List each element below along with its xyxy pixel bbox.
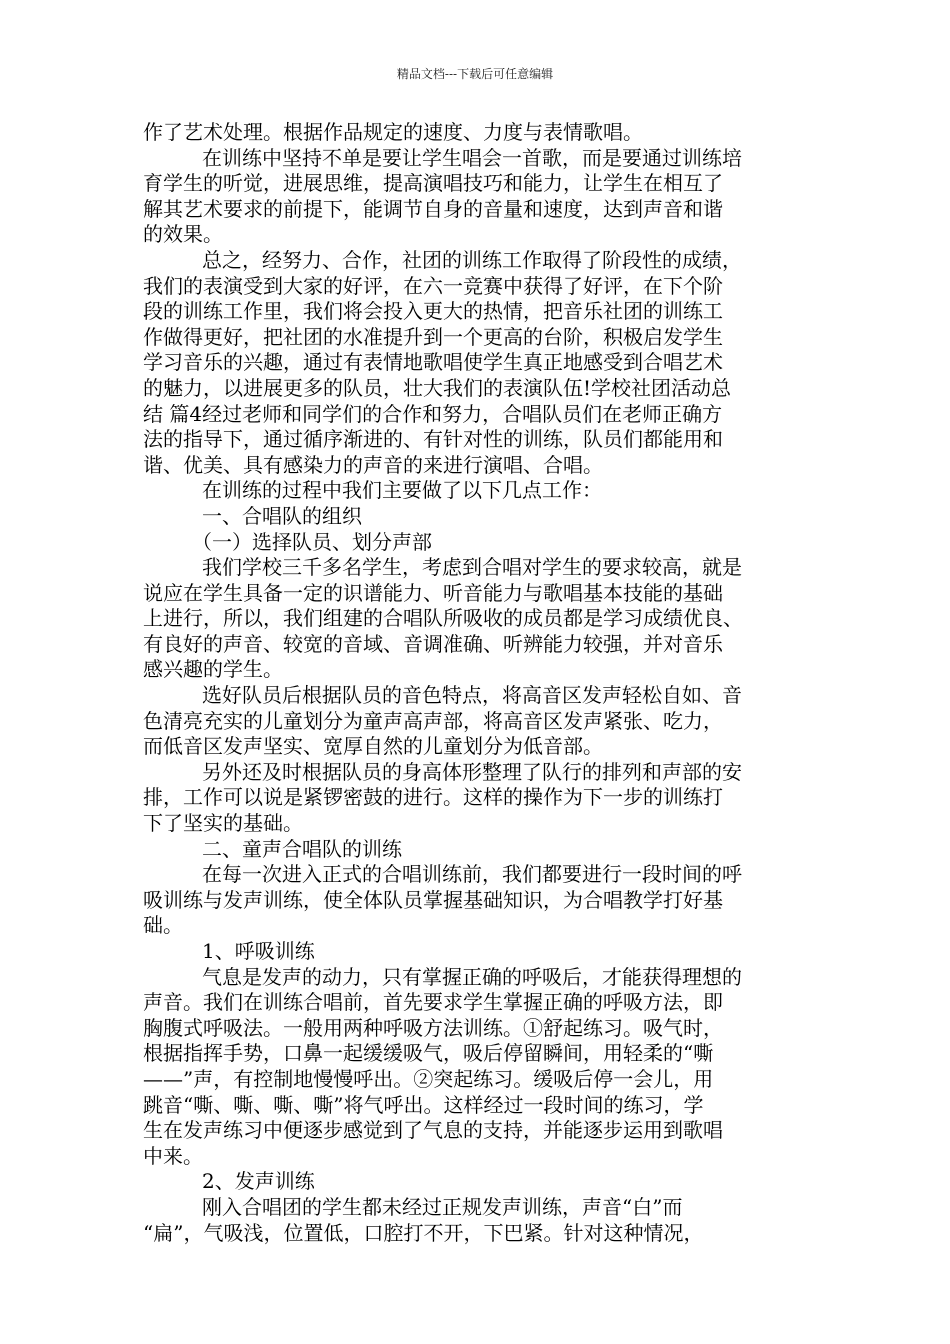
text-line: 在训练中坚持不单是要让学生唱会一首歌，而是要通过训练培 [202,145,742,170]
text-line: 中来。 [143,1143,203,1168]
text-line: 选好队员后根据队员的音色特点，将高音区发声轻松自如、音 [202,683,742,708]
text-line: 段的训练工作里，我们将会投入更大的热情，把音乐社团的训练工 [143,299,723,324]
text-line: 的效果。 [143,222,223,247]
text-line: 的魅力，以进展更多的队员，壮大我们的表演队伍!学校社团活动总 [143,375,732,400]
text-line: 另外还及时根据队员的身高体形整理了队行的排列和声部的安 [202,759,742,784]
text-line: 感兴趣的学生。 [143,657,283,682]
text-line: 作了艺术处理。根据作品规定的速度、力度与表情歌唱。 [143,120,643,144]
text-line: 吸训练与发声训练，使全体队员掌握基础知识，为合唱教学打好基 [143,887,723,912]
text-line: 育学生的听觉，进展思维，提高演唱技巧和能力，让学生在相互了 [143,171,723,196]
text-line: 谐、优美、具有感染力的声音的来进行演唱、合唱。 [143,452,603,477]
text-line: 1、呼吸训练 [202,939,315,963]
text-line: 解其艺术要求的前提下，能调节自身的音量和速度，达到声音和谐 [143,196,723,221]
text-line: 下了坚实的基础。 [143,811,303,836]
text-line: （一）选择队员、划分声部 [192,529,432,554]
text-line: 2、发声训练 [202,1169,315,1194]
text-line: 胸腹式呼吸法。一般用两种呼吸方法训练。①舒起练习。吸气时， [143,1015,723,1040]
text-line: “扁”，气吸浅，位置低，口腔打不开，下巴紧。针对这种情况， [143,1220,704,1245]
text-line: 而低音区发声坚实、宽厚自然的儿童划分为低音部。 [143,734,603,759]
text-line: 总之，经努力、合作，社团的训练工作取得了阶段性的成绩， [202,247,742,272]
text-line: 声音。我们在训练合唱前，首先要求学生掌握正确的呼吸方法，即 [143,990,723,1015]
document-body [143,120,815,1246]
text-line: 作做得更好，把社团的水准提升到一个更高的台阶，积极启发学生 [143,324,723,349]
text-line: 学习音乐的兴趣，通过有表情地歌唱使学生真正地感受到合唱艺术 [143,350,723,375]
text-line: 二、童声合唱队的训练 [202,836,402,861]
text-line: 刚入合唱团的学生都未经过正规发声训练，声音“白”而 [202,1194,683,1219]
text-line: 色清亮充实的儿童划分为童声高声部，将高音区发声紧张、吃力， [143,708,723,733]
text-line: 结 篇4经过老师和同学们的合作和努力，合唱队员们在老师正确方 [143,401,723,426]
text-line: 在训练的过程中我们主要做了以下几点工作： [202,478,602,503]
text-line: 一、合唱队的组织 [202,503,362,528]
text-line: 气息是发声的动力，只有掌握正确的呼吸后，才能获得理想的 [202,964,742,989]
text-line: 跳音“嘶、嘶、嘶、嘶”将气呼出。这样经过一段时间的练习，学 [143,1092,704,1117]
text-line: ——”声，有控制地慢慢呼出。②突起练习。缓吸后停一会儿，用 [143,1066,714,1091]
text-line: 根据指挥手势，口鼻一起缓缓吸气，吸后停留瞬间，用轻柔的“嘶 [143,1041,714,1066]
text-line: 我们学校三千多名学生，考虑到合唱对学生的要求较高，就是 [202,555,742,580]
text-line: 我们的表演受到大家的好评，在六一竞赛中获得了好评，在下个阶 [143,273,723,298]
page-header: 精品文档---下载后可任意编辑 [396,67,554,81]
text-line: 生在发声练习中便逐步感觉到了气息的支持，并能逐步运用到歌唱 [143,1118,723,1143]
text-line: 排，工作可以说是紧锣密鼓的进行。这样的操作为下一步的训练打 [143,785,723,810]
text-line: 在每一次进入正式的合唱训练前，我们都要进行一段时间的呼 [202,862,742,887]
text-line: 上进行，所以，我们组建的合唱队所吸收的成员都是学习成绩优良、 [143,606,743,631]
text-line: 法的指导下，通过循序渐进的、有针对性的训练，队员们都能用和 [143,427,723,452]
text-line: 础。 [143,913,183,938]
text-line: 说应在学生具备一定的识谱能力、听音能力与歌唱基本技能的基础 [143,580,723,605]
text-line: 有良好的声音、较宽的音域、音调准确、听辨能力较强，并对音乐 [143,631,723,656]
